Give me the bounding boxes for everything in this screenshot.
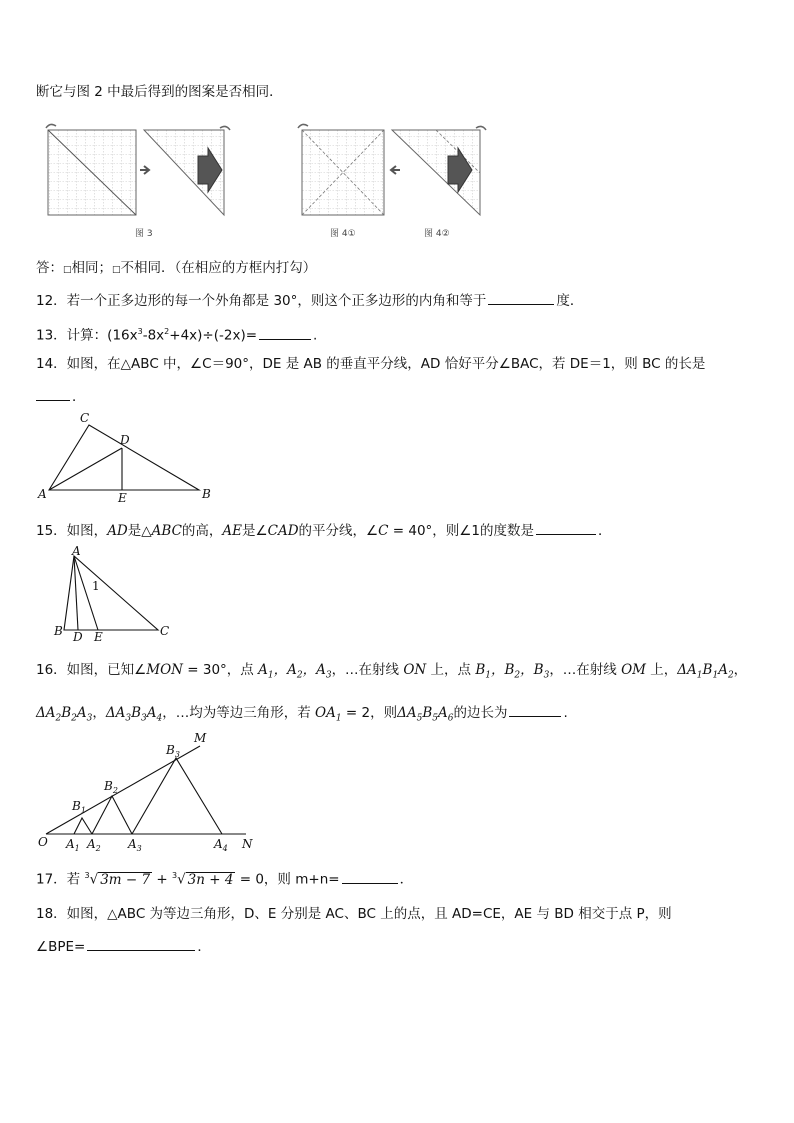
- fig4-2-caption: 图 4②: [424, 229, 450, 239]
- answer-same-label: 相同；: [71, 260, 113, 276]
- q18-line2: ∠BPE=: [36, 939, 86, 955]
- q16-label-B3: $B_3$: [166, 743, 180, 759]
- q16-figure: [34, 728, 264, 856]
- q16-label-B2: $B_2$: [104, 779, 118, 795]
- q17-index-2: 3: [171, 871, 178, 880]
- q16-text-e: ，…在射线: [549, 662, 622, 678]
- q14-label-B: B: [202, 487, 211, 501]
- question-16-line2: $\Delta A_2B_2A_3$，$\Delta A_3B_3A_4$，…均为等边三角形，若 $OA_1 = 2$，则$\Delta A_5B_5A_6$的边长为 .: [36, 702, 568, 729]
- question-15: [36, 520, 612, 541]
- question-18-cont: [36, 936, 211, 957]
- q12-text: 12．若一个正多边形的每一个外角都是 30°，则这个正多边形的内角和等于: [36, 293, 487, 309]
- q17-radicand-2: 3n + 4: [187, 871, 234, 888]
- question-14-cont: [36, 386, 86, 407]
- q16-label-N: N: [242, 837, 253, 851]
- q16-label-M: M: [194, 731, 207, 745]
- q16-OM: OM: [621, 662, 646, 678]
- q16-text-2b: = 2，则: [341, 705, 398, 721]
- q14-suffix: ．: [72, 389, 86, 405]
- fold-arrow-icon: [476, 126, 486, 130]
- q16-answer-blank[interactable]: [509, 702, 561, 717]
- q16-text-b: = 30°，点: [182, 662, 259, 678]
- q17-plus: +: [152, 871, 172, 888]
- folding-figures-svg: [40, 118, 500, 243]
- q16-OA1: $OA_1$: [315, 705, 342, 724]
- answer-prefix: 答：: [36, 260, 63, 276]
- q18-line1: 18．如图，△ABC 为等边三角形，D、E 分别是 AC、BC 上的点，且 AD=CE，AE 与 BD 相交于点 P，则: [36, 906, 672, 922]
- checkbox-not-same[interactable]: □: [112, 265, 121, 275]
- q15-num: 15．如图，: [36, 523, 108, 539]
- q13-mid1: -8x: [142, 327, 165, 344]
- q15-t2: 的高，: [181, 523, 223, 539]
- q15-label-E: E: [94, 630, 103, 644]
- q12-answer-blank[interactable]: [488, 290, 554, 305]
- fig3-caption: 图 3: [135, 229, 153, 239]
- q18-answer-blank[interactable]: [87, 936, 195, 951]
- answer-line: [36, 258, 316, 280]
- q15-AE: AE: [222, 523, 243, 539]
- q14-figure: [34, 410, 224, 505]
- q16-text-2c: 的边长为: [453, 705, 508, 721]
- q14-label-C: C: [80, 411, 90, 425]
- q16-text-d: 上，点: [426, 662, 476, 678]
- question-16-line1: 16．如图，已知∠MON = 30°，点 $A_1$，$A_2$，$A_3$，…在射线 ON 上，点 $B_1$，$B_2$，$B_3$，…在射线 OM 上，$\Delta A_1B_1A_2$，: [36, 662, 748, 681]
- q15-figure: [46, 546, 186, 646]
- fig4-1-caption: 图 4①: [330, 229, 356, 239]
- q16-points-A: $A_1$，$A_2$，$A_3$: [258, 662, 332, 681]
- q13-mid2: +4x)÷(-2x)=: [169, 327, 258, 344]
- intro-text: 断它与图 2 中最后得到的图案是否相同．: [36, 84, 283, 100]
- q15-label-1: 1: [92, 579, 100, 593]
- q16-text-f: 上，: [646, 662, 678, 678]
- q15-label-A: A: [72, 544, 81, 558]
- q14-answer-blank[interactable]: [36, 386, 70, 401]
- question-14: [36, 354, 705, 374]
- q13-suffix: .: [313, 327, 318, 344]
- q16-label-B1: $B_1$: [72, 799, 86, 815]
- q15-label-C: C: [160, 624, 170, 638]
- q14-label-E: E: [118, 491, 127, 505]
- checkbox-same[interactable]: □: [63, 265, 72, 275]
- q17-suffix: ．: [399, 871, 414, 888]
- q16-text-2a: ，…均为等边三角形，若: [162, 705, 316, 721]
- q16-triangle-1: [74, 818, 92, 834]
- q14-segment-AD: [49, 448, 122, 490]
- q16-text-c: ，…在射线: [331, 662, 404, 678]
- q15-t3: 是∠: [242, 523, 268, 539]
- q16-text-a: 16．如图，已知∠: [36, 662, 147, 678]
- q16-tri3: $\Delta A_3B_3A_4$: [105, 705, 163, 724]
- q13-exp1: 3: [137, 327, 143, 336]
- q16-label-A3: $A_3$: [128, 837, 142, 853]
- right-arrow-icon: [140, 166, 149, 174]
- q16-suffix: .: [563, 705, 568, 721]
- q15-CAD: CAD: [267, 523, 299, 539]
- q13-exp2: 2: [164, 327, 170, 336]
- fold-arrow-icon: [46, 124, 56, 128]
- q17-eq: = 0，则 m+n=: [235, 871, 340, 888]
- question-12: [36, 290, 583, 311]
- q15-t5: = 40°，则∠1的度数是: [388, 523, 534, 539]
- question-17: 17．若 $^3$√ 3m − 7 + $^3$√ 3n + 4 = 0，则 m+n= ．: [36, 866, 413, 890]
- q16-label-A1: $A_1$: [66, 837, 80, 853]
- q16-label-O: O: [38, 835, 48, 849]
- question-13: [36, 322, 317, 346]
- q13-answer-blank[interactable]: [259, 325, 311, 340]
- q16-tri2: $\Delta A_2B_2A_3$: [36, 705, 93, 724]
- q17-radicand-1: 3m − 7: [100, 871, 151, 888]
- q16-label-A4: $A_4$: [214, 837, 228, 853]
- q16-triangle-3: [132, 758, 222, 834]
- question-18: [36, 904, 672, 924]
- q18-suffix: ．: [197, 939, 211, 955]
- q17-answer-blank[interactable]: [342, 869, 398, 884]
- q14-label-D: D: [120, 433, 130, 447]
- q16-triangle-2: [92, 796, 132, 834]
- q15-AD: AD: [107, 523, 128, 539]
- q16-tri1: $\Delta A_1B_1A_2$: [677, 662, 734, 681]
- q15-label-D: D: [73, 630, 83, 644]
- q16-ON: ON: [403, 662, 427, 678]
- q15-answer-blank[interactable]: [536, 520, 596, 535]
- folding-figures: [40, 118, 500, 243]
- q16-MON: MON: [146, 662, 183, 678]
- q16-label-A2: $A_2$: [87, 837, 101, 853]
- q15-label-B: B: [54, 624, 63, 638]
- q17-prefix: 17．若: [36, 871, 85, 888]
- q12-suffix: 度．: [556, 293, 584, 309]
- q14-label-A: A: [38, 487, 47, 501]
- q14-text: 14．如图，在△ABC 中，∠C＝90°，DE 是 AB 的垂直平分线，AD 恰好平分∠BAC，若 DE＝1，则 BC 的长是: [36, 356, 706, 372]
- q15-tri: △ABC: [141, 523, 182, 539]
- q17-index-1: 3: [84, 871, 90, 880]
- left-arrow-icon: [391, 166, 400, 174]
- q15-t1: 是: [127, 523, 142, 539]
- q15-t4: 的平分线，∠: [298, 523, 379, 539]
- q15-C: C: [378, 523, 389, 539]
- fold-arrow-icon: [298, 124, 308, 128]
- answer-not-same-label: 不相同．（在相应的方框内打勾）: [120, 260, 317, 276]
- q16-points-B: $B_1$，$B_2$，$B_3$: [475, 662, 550, 681]
- fold-arrow-icon: [220, 126, 230, 130]
- q16-tri5: $\Delta A_5B_5A_6$: [397, 705, 454, 724]
- q13-prefix: 13．计算：(16x: [36, 327, 138, 344]
- q15-suffix: ．: [598, 523, 612, 539]
